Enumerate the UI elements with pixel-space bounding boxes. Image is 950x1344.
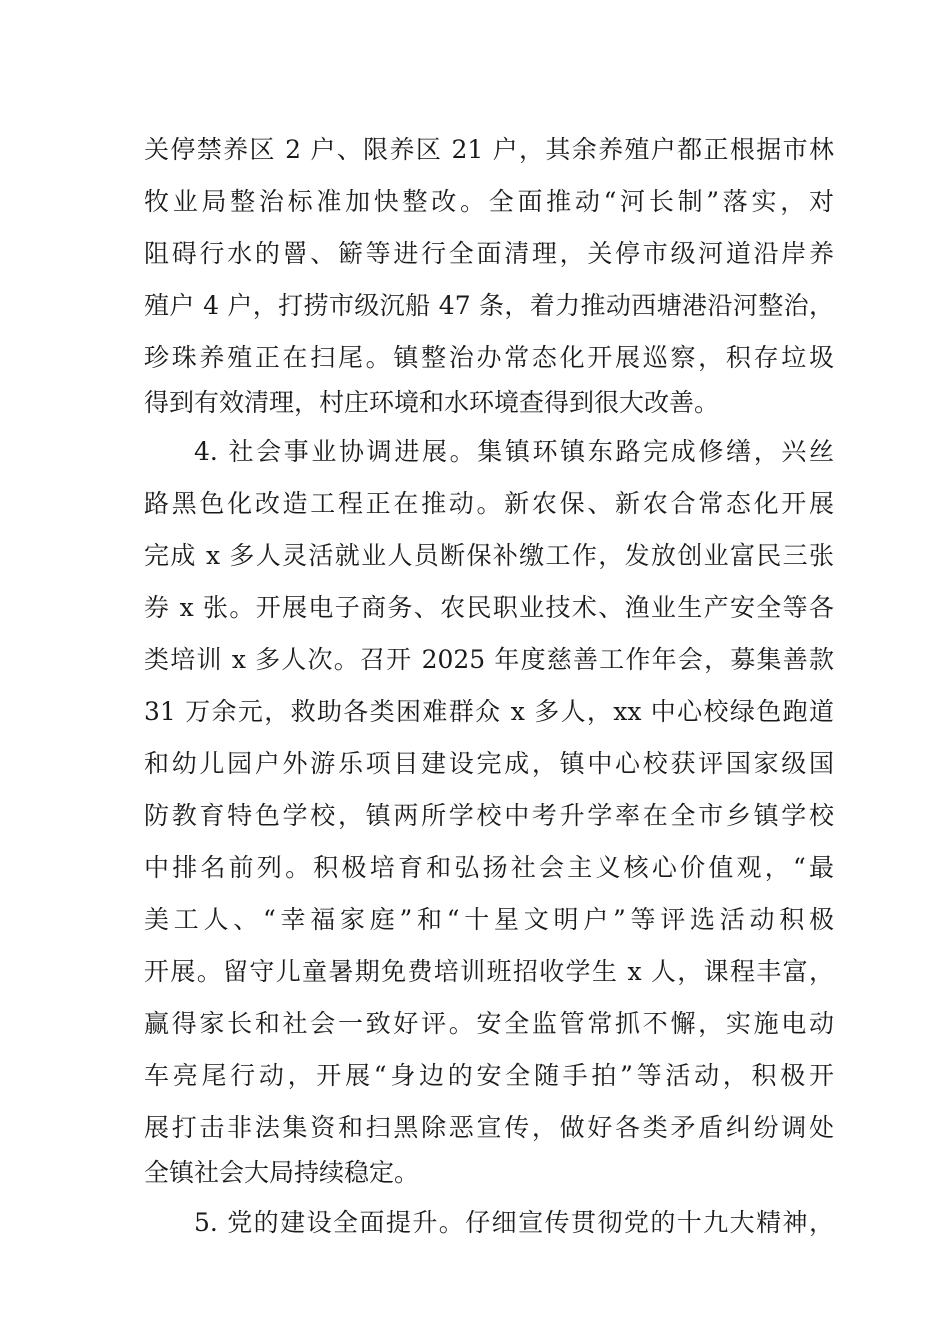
text-line: 展打击非法集资和扫黑除恶宣传，做好各类矛盾纠纷调处 — [144, 1113, 834, 1142]
text-line: 类培训 x 多人次。召开 2025 年度慈善工作年会，募集善款 — [144, 645, 834, 674]
text-line: 得到有效清理，村庄环境和水环境查得到很大改善。 — [144, 388, 720, 417]
text-line: 关停禁养区 2 户、限养区 21 户，其余养殖户都正根据市林 — [144, 135, 834, 164]
text-line: 31 万余元，救助各类困难群众 x 多人，xx 中心校绿色跑道 — [144, 697, 834, 726]
text-line: 开展。留守儿童暑期免费培训班招收学生 x 人，课程丰富， — [144, 957, 834, 986]
text-line: 全镇社会大局持续稳定。 — [144, 1158, 420, 1187]
text-line: 中排名前列。积极培育和弘扬社会主义核心价值观，“最 — [144, 853, 834, 882]
paragraph-heading-line: 4. 社会事业协调进展。集镇环镇东路完成修缮，兴丝 — [194, 437, 834, 466]
text-line: 完成 x 多人灵活就业人员断保补缴工作，发放创业富民三张 — [144, 541, 834, 570]
text-line: 牧业局整治标准加快整改。全面推动“河长制”落实，对 — [144, 187, 834, 216]
text-line: 和幼儿园户外游乐项目建设完成，镇中心校获评国家级国 — [144, 749, 834, 778]
text-line: 珍珠养殖正在扫尾。镇整治办常态化开展巡察，积存垃圾 — [144, 343, 834, 372]
text-line: 阻碍行水的罾、簖等进行全面清理，关停市级河道沿岸养 — [144, 239, 834, 268]
text-line: 车亮尾行动，开展“身边的安全随手拍”等活动，积极开 — [144, 1061, 834, 1090]
text-line: 赢得家长和社会一致好评。安全监管常抓不懈，实施电动 — [144, 1009, 834, 1038]
text-line: 殖户 4 户，打捞市级沉船 47 条，着力推动西塘港沿河整治， — [144, 291, 834, 320]
paragraph-heading-line: 5. 党的建设全面提升。仔细宣传贯彻党的十九大精神， — [194, 1208, 834, 1237]
text-line: 防教育特色学校，镇两所学校中考升学率在全市乡镇学校 — [144, 801, 834, 830]
text-line: 路黑色化改造工程正在推动。新农保、新农合常态化开展 — [144, 489, 834, 518]
text-line: 券 x 张。开展电子商务、农民职业技术、渔业生产安全等各 — [144, 593, 834, 622]
text-line: 美工人、“幸福家庭”和“十星文明户”等评选活动积极 — [144, 905, 834, 934]
